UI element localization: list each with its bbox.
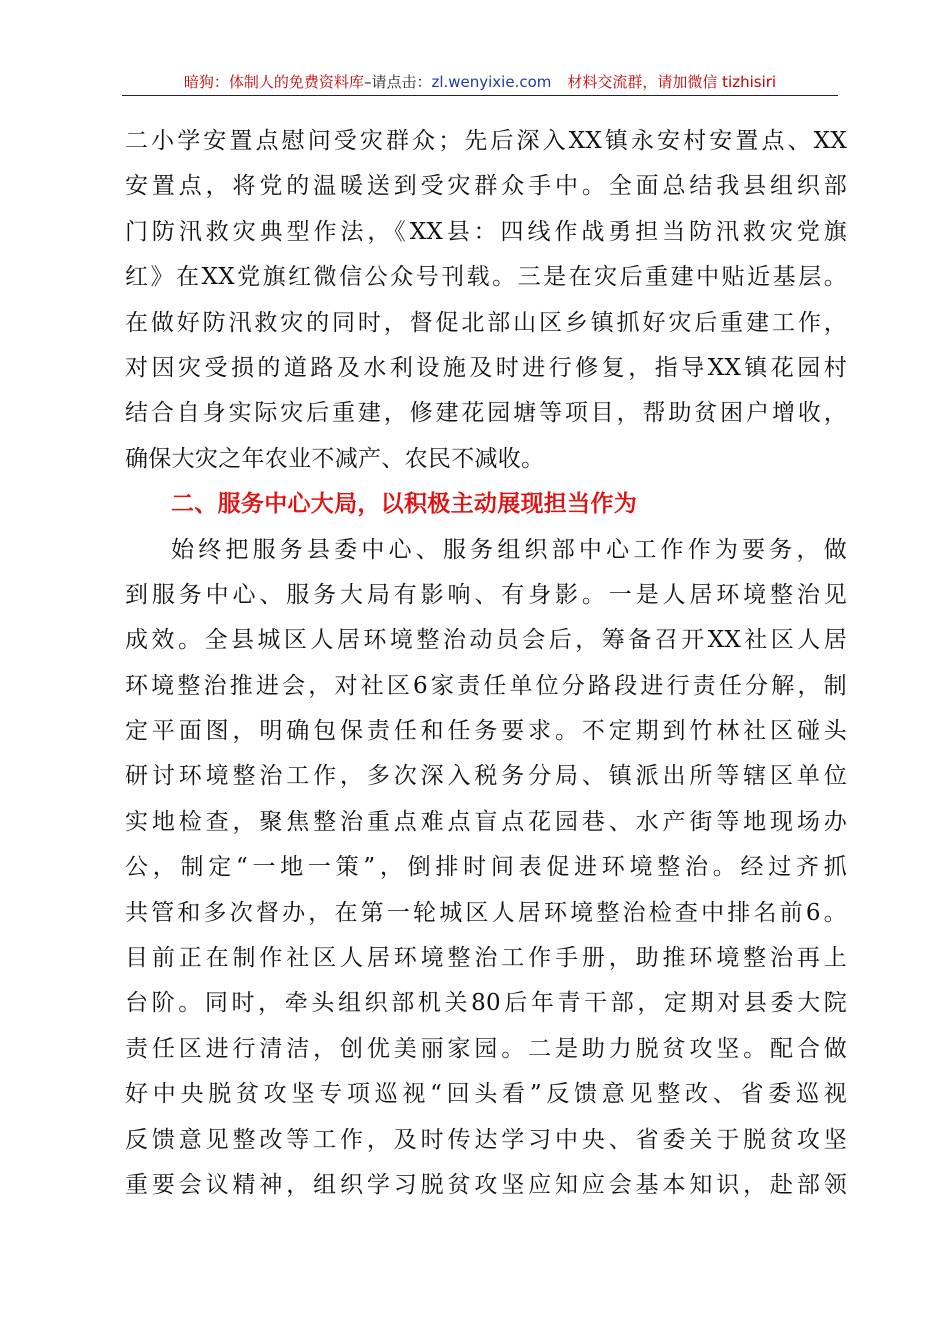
text-line: 好中央脱贫攻坚专项巡视“回头看”反馈意见整改、省委巡视 [125,1081,847,1108]
document-body [125,119,847,1208]
text-line: 重要会议精神，组织学习脱贫攻坚应知应会基本知识，赴部领 [125,1171,847,1198]
text-line: 始终把服务县委中心、服务组织部中心工作作为要务，做 [171,536,847,563]
text-line: 目前正在制作社区人居环境整治工作手册，助推环境整治再上 [125,945,847,972]
section-heading: 二、服务中心大局，以积极主动展现担当作为 [171,491,637,518]
header-site-link[interactable]: zl.wenyixie.com [431,73,552,91]
text-line: 台阶。同时，牵头组织部机关80后年青干部，定期对县委大院 [125,990,847,1017]
text-line: 研讨环境整治工作，多次深入税务分局、镇派出所等辖区单位 [125,763,847,790]
text-line: 成效。全县城区人居环境整治动员会后，筹备召开XX社区人居 [125,627,847,654]
text-line: 在做好防汛救灾的同时，督促北部山区乡镇抓好灾后重建工作， [125,309,847,336]
text-line: 实地检查，聚焦整治重点难点盲点花园巷、水产街等地现场办 [125,808,847,835]
text-line: 结合自身实际灾后重建，修建花园塘等项目，帮助贫困户增收， [125,400,847,427]
text-line: 二小学安置点慰问受灾群众；先后深入XX镇永安村安置点、XX [125,128,847,154]
text-line: 责任区进行清洁，创优美丽家园。二是助力脱贫攻坚。配合做 [125,1035,847,1062]
text-line: 到服务中心、服务大局有影响、有身影。一是人居环境整治见 [125,581,847,608]
text-line: 门防汛救灾典型作法，《XX县：四线作战勇担当防汛救灾党旗 [125,218,847,245]
text-line: 环境整治推进会，对社区6家责任单位分路段进行责任分解，制 [125,672,847,699]
text-line: 反馈意见整改等工作，及时传达学习中央、省委关于脱贫攻坚 [125,1126,847,1153]
text-line: 共管和多次督办，在第一轮城区人居环境整治检查中排名前6。 [125,899,847,926]
header-click-prompt: –请点击： [363,73,432,91]
text-line: 公，制定“一地一策”，倒排时间表促进环境整治。经过齐抓 [125,854,847,881]
text-line: 红》在XX党旗红微信公众号刊载。三是在灾后重建中贴近基层。 [125,264,847,291]
text-line: 对因灾受损的道路及水利设施及时进行修复，指导XX镇花园村 [125,354,847,381]
text-line: 安置点，将党的温暖送到受灾群众手中。全面总结我县组织部 [125,173,847,200]
header-group-note: 材料交流群，请加微信 tizhisiri [567,73,777,91]
header-brand: 暗狗：体制人的免费资料库 [183,73,364,91]
page-header [122,70,838,96]
text-line: 确保大灾之年农业不减产、农民不减收。 [125,445,545,472]
header-divider [122,95,838,96]
text-line: 定平面图，明确包保责任和任务要求。不定期到竹林社区碰头 [125,718,847,745]
